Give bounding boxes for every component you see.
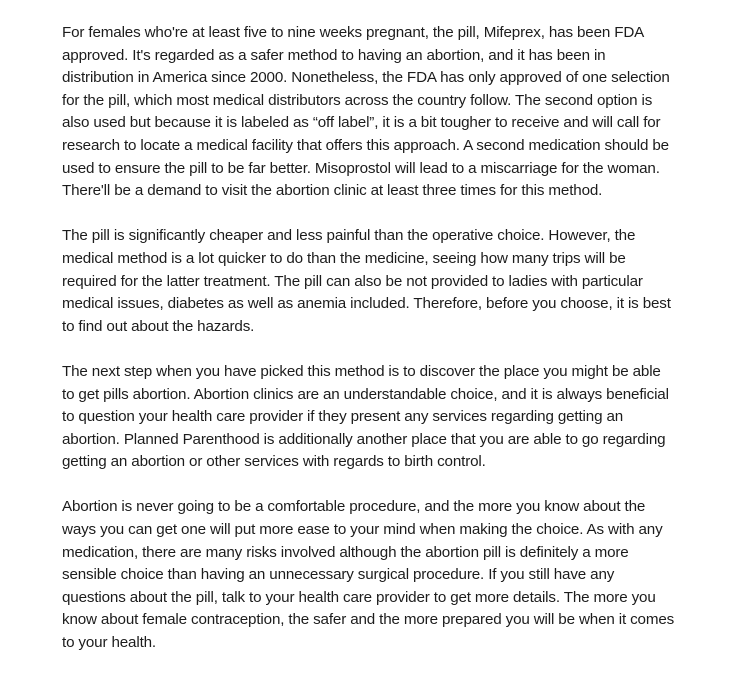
document-body [62, 22, 722, 677]
text-line: for the pill, which most medical distributors across the country follow. The second option is [62, 91, 653, 109]
text-line: ways you can get one will put more ease to your mind when making the choice. As with any [62, 521, 663, 539]
text-line: to your health. [62, 634, 156, 652]
paragraph-mifeprex [62, 22, 722, 203]
text-line: required for the latter treatment. The pill can also be not provided to ladies with particular [62, 272, 643, 290]
text-line: also used but because it is labeled as “off label”, it is a bit tougher to receive and will call for [62, 114, 661, 132]
text-line: For females who're at least five to nine weeks pregnant, the pill, Mifeprex, has been FDA [62, 24, 645, 41]
text-line: Abortion is never going to be a comfortable procedure, and the more you know about the [62, 498, 646, 516]
text-line: used to ensure the pill to be far better. Misoprostol will lead to a miscarriage for the woman. [62, 159, 660, 177]
paragraph-conclusion [62, 496, 722, 654]
text-line: distribution in America since 2000. Nonetheless, the FDA has only approved of one selection [62, 69, 670, 87]
text-line: medical issues, diabetes as well as anemia included. Therefore, before you choose, it is best [62, 295, 671, 313]
text-line: getting an abortion or other services with regards to birth control. [62, 453, 486, 471]
text-line: to get pills abortion. Abortion clinics are an understandable choice, and it is always beneficial [62, 385, 669, 403]
text-line: The pill is significantly cheaper and less painful than the operative choice. However, the [62, 227, 636, 245]
text-line: to question your health care provider if they present any services regarding getting an [62, 408, 624, 426]
text-line: approved. It's regarded as a safer method to having an abortion, and it has been in [62, 46, 606, 64]
text-line: questions about the pill, talk to your health care provider to get more details. The more you [62, 588, 656, 606]
text-line: abortion. Planned Parenthood is additionally another place that you are able to go regarding [62, 430, 666, 448]
text-line: The next step when you have picked this method is to discover the place you might be able [62, 362, 661, 380]
paragraph-next-step [62, 361, 722, 474]
text-line: know about female contraception, the safer and the more prepared you will be when it comes [62, 611, 675, 629]
paragraph-cost-comparison [62, 225, 722, 338]
text-line: There'll be a demand to visit the abortion clinic at least three times for this method. [62, 182, 603, 200]
text-line: sensible choice than having an unnecessary surgical procedure. If you still have any [62, 566, 615, 584]
text-line: medical method is a lot quicker to do than the medicine, seeing how many trips will be [62, 249, 626, 267]
text-line: to find out about the hazards. [62, 317, 255, 335]
text-line: medication, there are many risks involved although the abortion pill is definitely a more [62, 543, 629, 561]
text-line: research to locate a medical facility that offers this approach. A second medication should be [62, 136, 669, 154]
